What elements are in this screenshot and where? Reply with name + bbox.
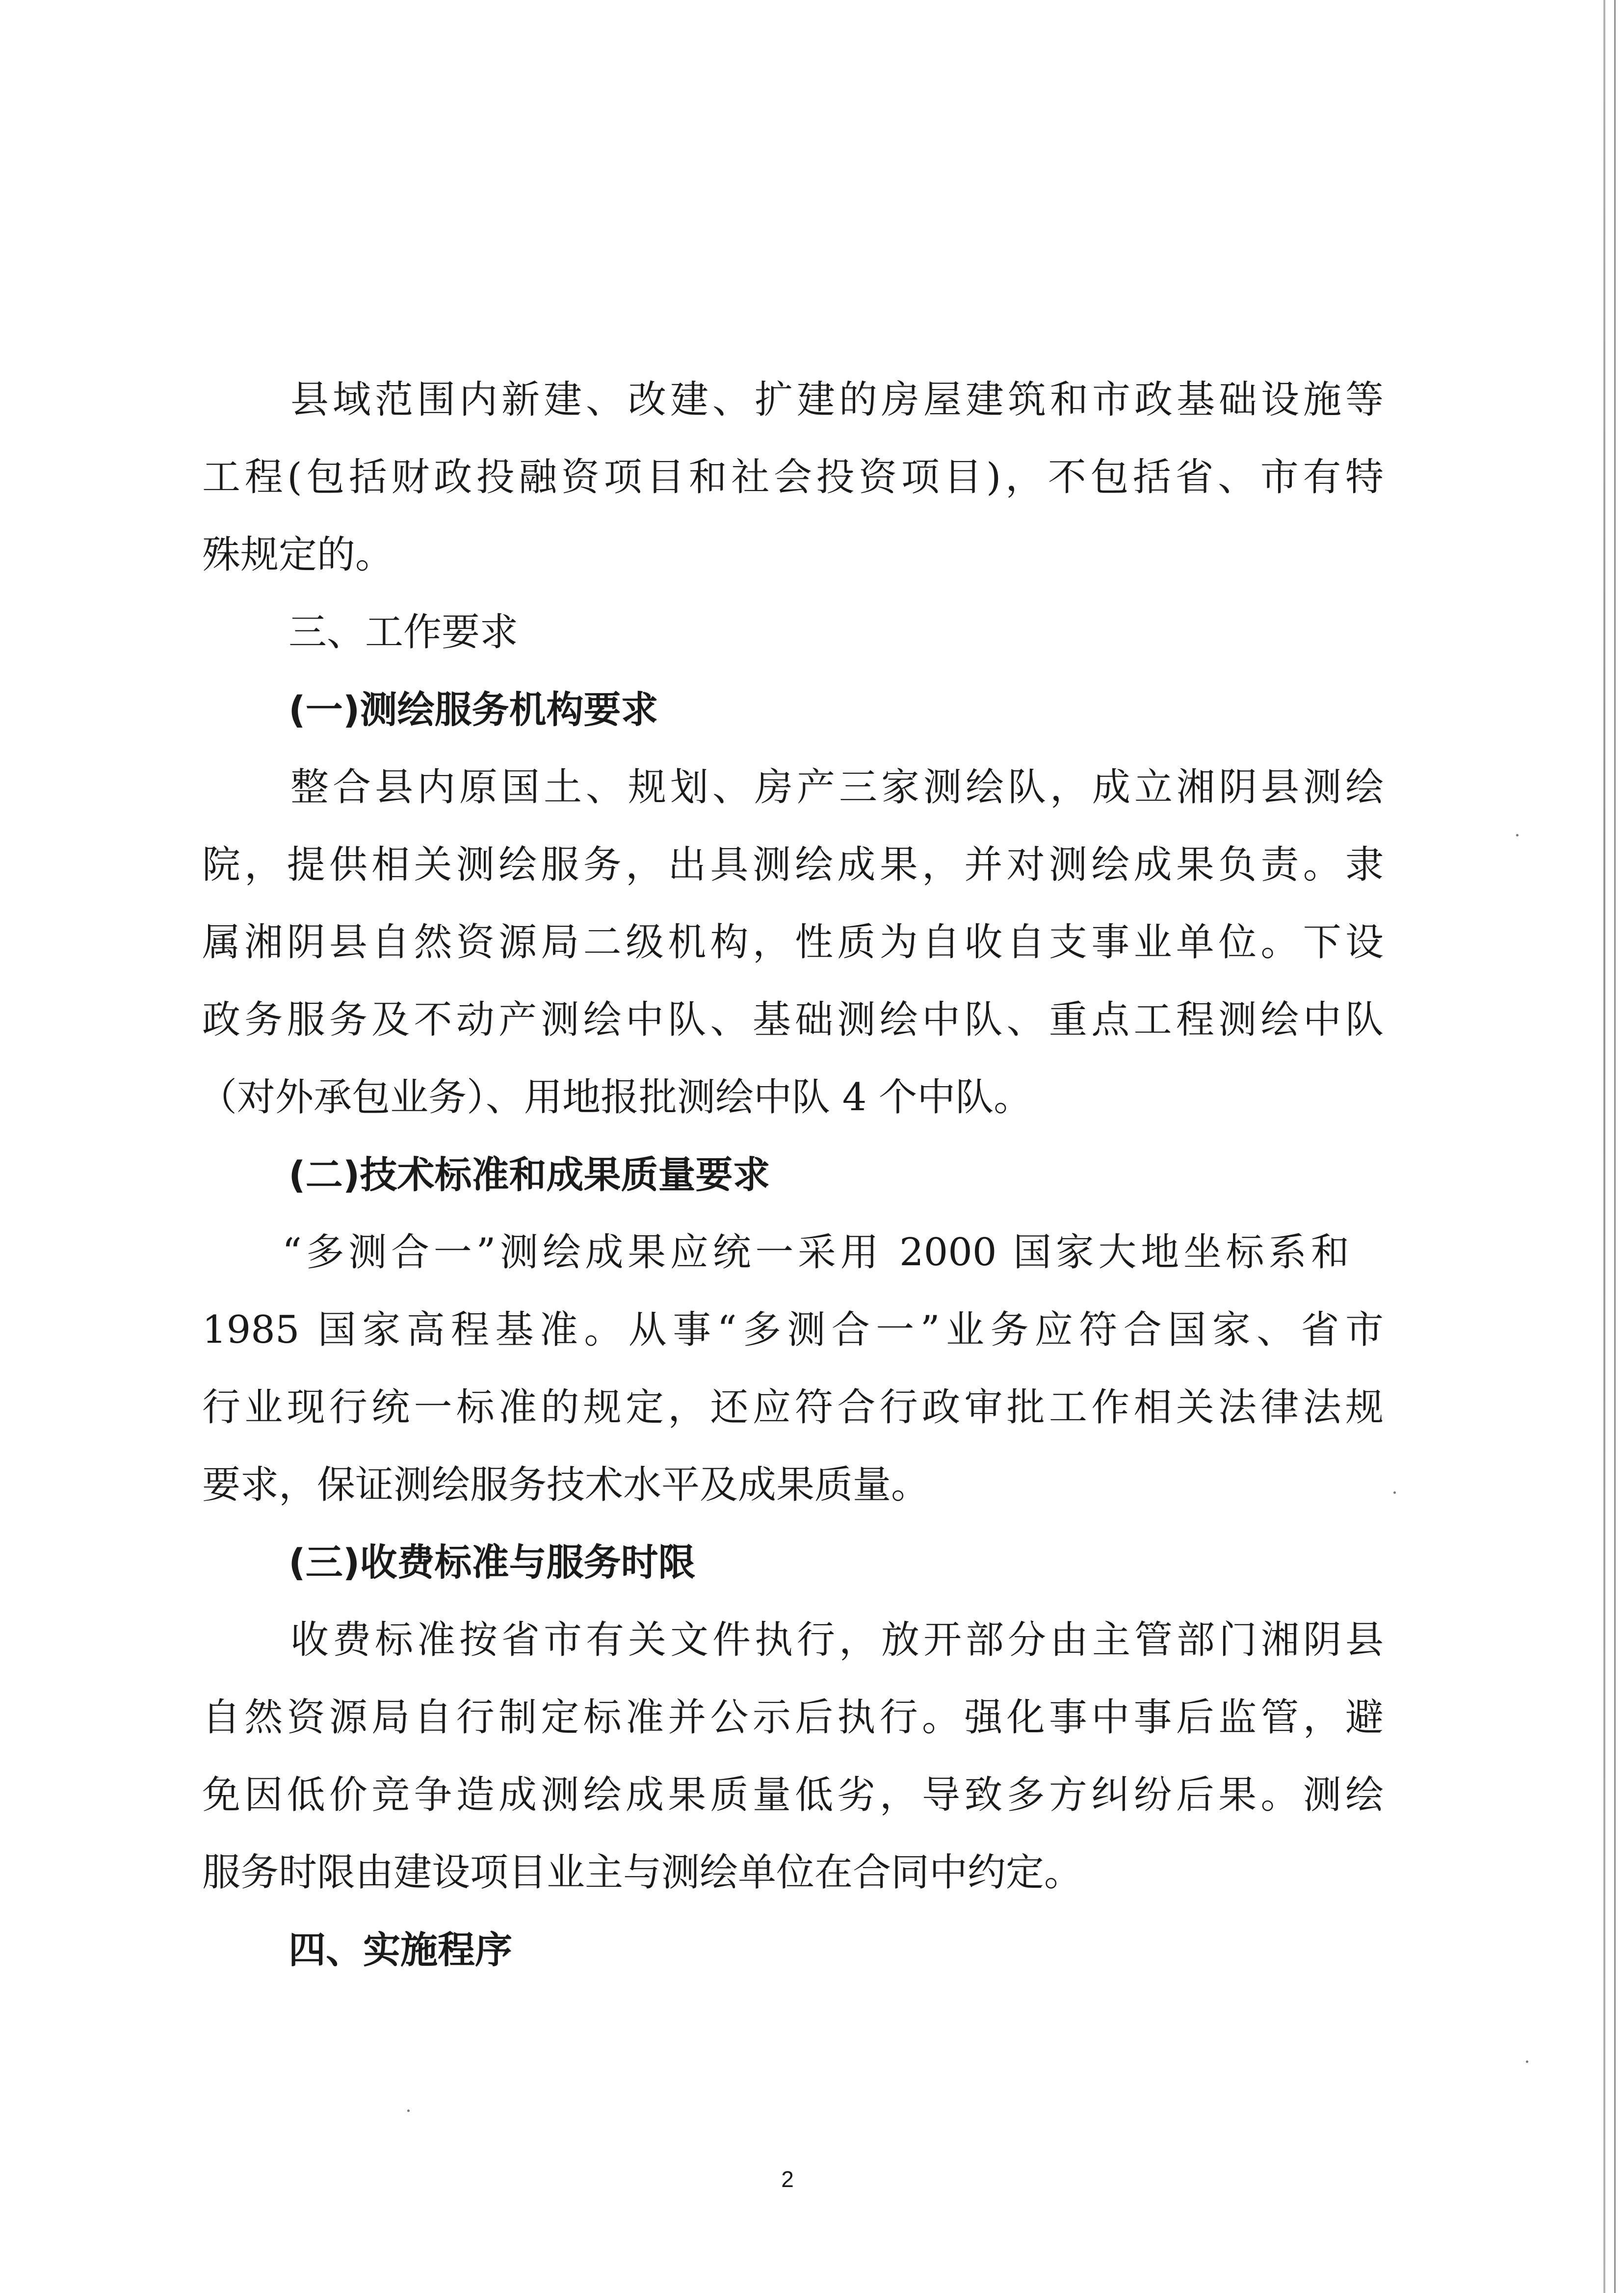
sub-1-line-4: 政务服务及不动产测绘中队、基础测绘中队、重点工程测绘中队 — [202, 998, 1384, 1042]
sub-1-line-3: 属湘阴县自然资源局二级机构，性质为自收自支事业单位。下设 — [202, 920, 1384, 964]
sub-1-line-2: 院，提供相关测绘服务，出具测绘成果，并对测绘成果负责。隶 — [202, 843, 1384, 887]
sub-2-line-1: “多测合一”测绘成果应统一采用 2000 国家大地坐标系和 — [282, 1230, 1349, 1275]
scope-line-3: 殊规定的。 — [202, 533, 394, 577]
sub-1-line-1: 整合县内原国土、规划、房产三家测绘队，成立湘阴县测绘 — [290, 765, 1384, 809]
sub-2-title: (二)技术标准和成果质量要求 — [288, 1153, 770, 1197]
sub-2-line-3: 行业现行统一标准的规定，还应符合行政审批工作相关法律法规 — [202, 1385, 1384, 1430]
sub-1-line-5: （对外承包业务）、用地报批测绘中队 4 个中队。 — [199, 1075, 1032, 1120]
sub-1-title: (一)测绘服务机构要求 — [288, 688, 658, 731]
section-4-title: 四、实施程序 — [288, 1928, 512, 1972]
scope-line-2: 工程(包括财政投融资项目和社会投资项目)，不包括省、市有特 — [202, 455, 1384, 499]
sub-3-line-3: 免因低价竞争造成测绘成果质量低劣，导致多方纠纷后果。测绘 — [202, 1773, 1384, 1817]
scan-speck — [1516, 834, 1519, 836]
sub-3-line-2: 自然资源局自行制定标准并公示后执行。强化事中事后监管，避 — [202, 1695, 1384, 1740]
scan-speck — [1526, 2060, 1528, 2063]
scope-line-1: 县域范围内新建、改建、扩建的房屋建筑和市政基础设施等 — [290, 378, 1384, 422]
sub-2-line-4: 要求，保证测绘服务技术水平及成果质量。 — [202, 1463, 930, 1507]
scan-edge-shadow — [1603, 0, 1605, 2293]
scan-speck — [1393, 1491, 1396, 1494]
sub-2-line-2: 1985 国家高程基准。从事“多测合一”业务应符合国家、省市 — [202, 1308, 1384, 1352]
sub-3-line-4: 服务时限由建设项目业主与测绘单位在合同中约定。 — [202, 1850, 1083, 1895]
sub-3-line-1: 收费标准按省市有关文件执行，放开部分由主管部门湘阴县 — [290, 1618, 1384, 1662]
sub-3-title: (三)收费标准与服务时限 — [288, 1540, 696, 1584]
scan-speck — [407, 2110, 410, 2112]
section-3-title: 三、工作要求 — [288, 610, 519, 654]
page-number: 2 — [781, 2166, 794, 2192]
scan-edge-border — [1614, 0, 1616, 2293]
